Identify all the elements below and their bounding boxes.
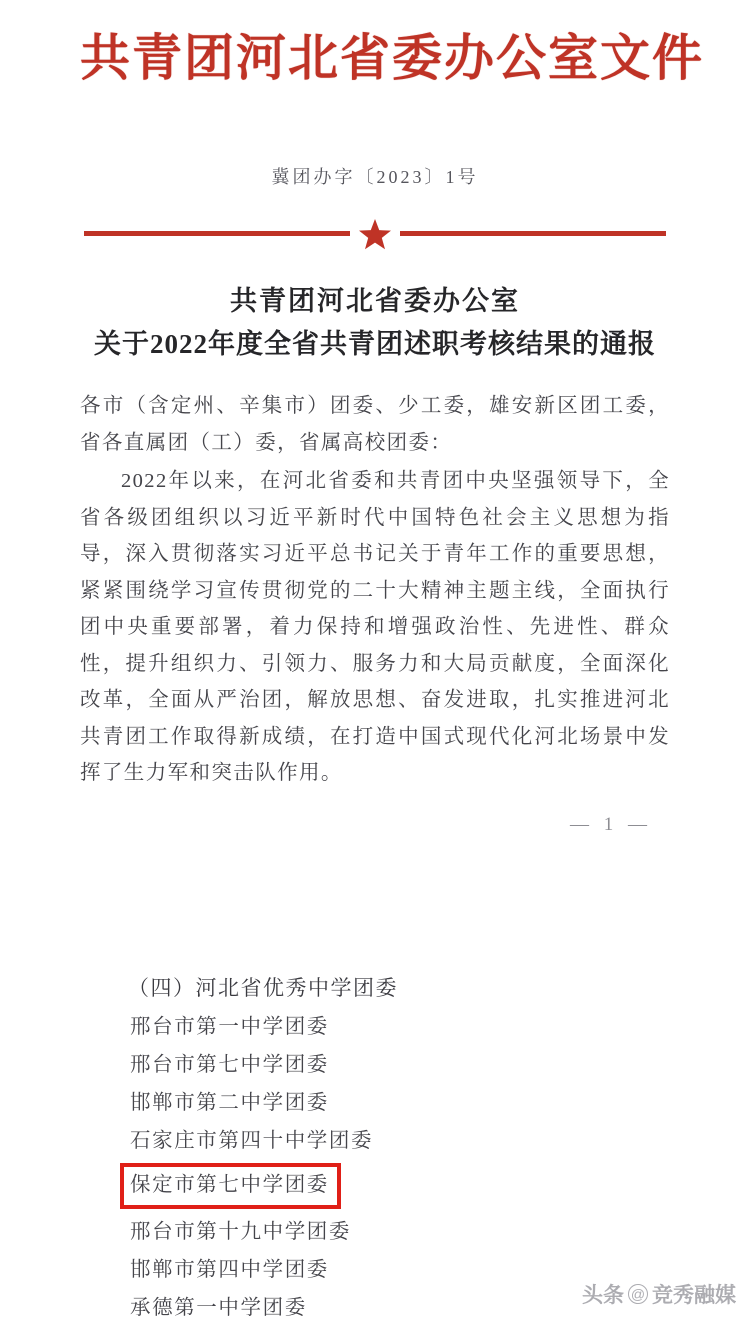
award-item: 邯郸市第二中学团委 <box>130 1091 329 1114</box>
award-item: 邢台市第一中学团委 <box>130 1015 329 1038</box>
watermark <box>582 1279 736 1309</box>
five-pointed-star-icon <box>358 218 392 250</box>
at-sign-icon: @ <box>628 1284 648 1304</box>
recipients-line: 各市（含定州、辛集市）团委、少工委，雄安新区团工委，省各直属团（工）委，省属高校团委： <box>80 395 670 454</box>
page-gap <box>0 840 750 968</box>
divider-bar-right <box>400 231 666 236</box>
document-number: 冀团办字〔2023〕1号 <box>271 167 479 187</box>
document-page-2 <box>0 968 750 1327</box>
award-item: 邢台市第十九中学团委 <box>130 1220 351 1243</box>
document-title <box>80 248 670 366</box>
red-divider-rule <box>84 218 666 248</box>
masthead-title: 共青团河北省委办公室文件 <box>80 30 704 86</box>
award-item-row <box>128 1213 670 1251</box>
masthead <box>80 0 704 116</box>
body-paragraph: 2022年以来，在河北省委和共青团中央坚强领导下，全省各级团组织以习近平新时代中国特色社会主义思想为指导，深入贯彻落实习近平总书记关于青年工作的重要思想，紧紧围绕学习宣传贯彻党的二十大精神主题主线，全面执行团中央重要部署，着力保持和增强政治性、先进性、群众性，提升组织力、引领力、服务力和大局贡献度，全面深化改革，全面从严治团，解放思想、奋发进取，扎实推进河北共青团工作取得新成绩，在打造中国式现代化河北场景中发挥了生力军和突击队作用。 <box>80 470 670 784</box>
award-item-row <box>128 1084 670 1122</box>
document-body <box>80 366 670 792</box>
award-item-row <box>128 1160 670 1213</box>
award-item: 邢台市第七中学团委 <box>130 1053 329 1076</box>
award-item-row <box>128 1008 670 1046</box>
section-heading: （四）河北省优秀中学团委 <box>128 975 398 1000</box>
award-item-highlighted: 保定市第七中学团委 <box>120 1163 341 1209</box>
award-item-row <box>128 1046 670 1084</box>
document-title-issuer: 共青团河北省委办公室 <box>230 286 520 316</box>
divider-bar-left <box>84 231 350 236</box>
watermark-account: 竞秀融媒 <box>652 1283 736 1307</box>
watermark-prefix: 头条 <box>582 1283 624 1307</box>
award-item-row <box>128 1122 670 1160</box>
award-item: 邯郸市第四中学团委 <box>130 1258 329 1281</box>
award-item: 石家庄市第四十中学团委 <box>130 1129 374 1152</box>
page-number: — 1 — <box>570 813 652 835</box>
document-title-subject: 关于2022年度全省共青团述职考核结果的通报 <box>94 329 656 359</box>
award-item: 承德第一中学团委 <box>130 1296 307 1319</box>
